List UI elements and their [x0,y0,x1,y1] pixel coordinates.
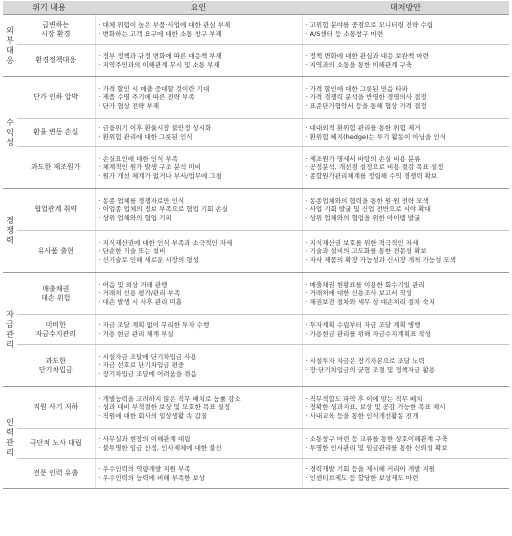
table-row [3,387,509,429]
cause-line: · 제품 수명 주기에 따른 전략 부족 [99,93,300,102]
cause-line: · 동종 업체를 경쟁자로만 인식 [99,197,300,206]
crisis-item-label: 유사품 출현 [37,247,74,255]
cause-cell [95,119,302,147]
cause-cell [95,429,302,459]
plan-line: · 가격 경쟁력 분석을 반영한 경영의사 결정 [306,93,508,102]
cause-cell [95,147,302,189]
header-crisis: 위기 내용 [3,1,95,15]
plan-line: · 인센티브제도 등 합당한 보상제도 마련 [306,474,508,483]
plan-line: · 소통창구 마련 등 교류를 통한 상호이해관계 구축 [306,435,508,444]
plan-cell [302,429,509,459]
cause-line: · 가격 할인 시 매출 증대할 것이란 기대 [99,85,300,94]
crisis-item-label: 과도한 제조원가 [30,163,81,171]
table-row [3,45,509,77]
cause-line: · 장기차입금 조달에 어려움을 겪음 [99,370,300,379]
plan-line: · 장·단기차입금의 균형 조절 및 정책자금 활용 [306,366,508,375]
crisis-item-cell [17,459,95,489]
cause-line: · 금융위기 이후 환율시장 불안정 상시화 [99,124,300,133]
cause-line: · 지식재산권에 대한 인식 부족과 소극적인 자세 [99,239,300,248]
plan-line: · 거래처에 대한 신용조사 보고서 작성 [306,289,508,298]
crisis-item-label: 환율 변동 손실 [33,128,79,136]
cause-line: · 대손 발생 시 사후 관리 미흡 [99,298,300,307]
plan-line: · 투자계획 수립부터 자금 조달 계획 병행 [306,321,508,330]
table-row [3,77,509,119]
plan-cell [302,231,509,273]
cause-line: · 어음 및 외상 거래 관행 [99,281,300,290]
table-row [3,147,509,189]
plan-line: · 종합원가관리체계를 정립해 수익 경쟁력 확보 [306,172,508,181]
plan-line: · 기술과 설비의 고도화를 통한 전문성 확보 [306,247,508,256]
plan-line: · 상위 업체와의 협업을 위한 아이템 발굴 [306,214,508,223]
category-label: 외부대응 [6,25,14,65]
plan-cell [302,15,509,45]
cause-cell [95,273,302,315]
crisis-item-label: 전문 인력 유출 [33,469,79,477]
cause-line: · 자금 조달 계획 없이 무리한 투자 수행 [99,321,300,330]
cause-line: · 개별능력을 고려하지 않은 직무 배치로 능률 감소 [99,395,300,404]
category-label: 인력관리 [6,417,14,457]
plan-line: · 표준단가협약서 등을 통해 협상 가격 결정 [306,102,508,111]
cause-line: · 상위 업체와의 협업 기피 [99,214,300,223]
table-row [3,189,509,231]
cause-line: · 사무실과 현장의 이해관계 대립 [99,435,300,444]
plan-line: · 채권보전 절차와 세무 상 대손처리 절차 숙지 [306,298,508,307]
crisis-item-label: 환경정책대응 [35,56,77,64]
plan-cell [302,77,509,119]
cause-line: · 거래처 신용 평가/관리 부족 [99,289,300,298]
cause-line: · 성과 대비 부적절한 보상 및 모호한 목표 설정 [99,403,300,412]
cause-cell [95,231,302,273]
plan-line: · 지역과의 소통을 통한 이해관계 구축 [306,61,508,70]
crisis-item-cell [17,429,95,459]
cause-line: · 단가 협상 전략 부재 [99,102,300,111]
table-row [3,231,509,273]
crisis-item-cell [17,273,95,315]
plan-cell [302,345,509,387]
plan-line: · 동종업체와의 협력을 통한 원·원 전략 모색 [306,197,508,206]
cause-line: · 체계적인 원가 발생 구조 분석 미비 [99,163,300,172]
crisis-item-label: 단가 인하 압박 [33,93,79,101]
plan-line: · 고위험 분야를 중점으로 모니터링 전략 수립 [306,21,508,30]
category-cell [3,387,17,489]
cause-cell [95,15,302,45]
category-label: 수익성 [6,117,14,147]
plan-line: · 자사 제품의 확장 가능성과 신시장 개척 가능성 모색 [306,256,508,265]
crisis-item-label: 미비한 [45,320,66,329]
cause-line: · 불투명한 임금 산정, 인사제체에 대한 불신 [99,444,300,453]
cause-line: · 신기술로 인해 새로운 시장의 형성 [99,256,300,265]
crisis-item-label: 매출채권 [42,284,70,293]
plan-line: · A/S센터 등 소통창구 마련 [306,30,508,39]
plan-cell [302,387,509,429]
plan-cell [302,459,509,489]
cause-cell [95,315,302,345]
table-row [3,429,509,459]
cause-line: · 원가 개선 체계가 없거나 부서/업무에 그침 [99,172,300,181]
header-cause: 요인 [95,1,302,15]
cause-cell [95,189,302,231]
cause-cell [95,45,302,77]
plan-line: · 환위험 헤지(hedge)는 투기 활동이 아님을 인식 [306,133,508,142]
crisis-item-label: 협업관계 취약 [34,205,78,213]
plan-line: · 대내외적 환위험 관리를 통한 위험 제거 [306,124,508,133]
table-row [3,119,509,147]
table-row [3,273,509,315]
category-cell [3,273,17,387]
table-row [3,315,509,345]
crisis-item-cell [17,77,95,119]
plan-cell [302,189,509,231]
crisis-item-label: 시장 환경 [41,29,71,38]
plan-line: · 가격 할인에 대한 그릇된 믿음 타파 [306,85,508,94]
plan-line: · 매출채권 현황표를 이용한 회수기일 관리 [306,281,508,290]
crisis-item-cell [17,387,95,429]
cause-line: · 지역주민과의 이해관계 무시 및 소통 부재 [99,61,300,70]
cause-cell [95,459,302,489]
plan-line: · 지식재산권 보호를 위한 적극적인 자세 [306,239,508,248]
crisis-item-label: 급변하는 [42,20,70,29]
crisis-item-label: 대손 위험 [41,293,71,302]
crisis-item-cell [17,315,95,345]
table-body [3,15,509,489]
cause-line: · 직원에 대한 회사의 일상생활 속 갑질 [99,412,300,421]
plan-line: · 정책 변화에 대한 관심과 대응 보완책 마련 [306,52,508,61]
plan-line: · 공정분석, 개선점 설정으로 비용 절감 목표 설정 [306,163,508,172]
plan-cell [302,45,509,77]
category-label: 경쟁력 [6,215,14,245]
cause-cell [95,77,302,119]
crisis-item-cell [17,345,95,387]
category-cell [3,77,17,189]
plan-line: · 투명한 인사관리 및 임금관리를 통한 신뢰성 확보 [306,444,508,453]
plan-line: · 사업 기회 발굴 및 신업 전반으로 시야 확대 [306,205,508,214]
crisis-item-cell [17,119,95,147]
cause-line: · 대체 위험이 높은 부품·사업에 대한 관심 부재 [99,21,300,30]
cause-line: · 시설자금 조달에 단기차입금 사용 [99,353,300,362]
crisis-item-label: 직원 사기 저하 [33,403,79,411]
crisis-item-cell [17,15,95,45]
plan-line: · 시설투자 자금은 장기자본으로 조달 노력 [306,357,508,366]
risk-response-table [3,1,509,489]
crisis-item-cell [17,231,95,273]
cause-line: · 이업종 업체의 정보 부족으로 협업 기회 손실 [99,205,300,214]
plan-cell [302,119,509,147]
crisis-item-label: 자금수지관리 [35,329,77,338]
plan-line: · 직무적합도 파악 후 이에 맞는 직무 배치 [306,395,508,404]
crisis-item-label: 단기차입금 [38,365,73,374]
crisis-item-cell [17,45,95,77]
crisis-item-cell [17,147,95,189]
plan-line: · 가용현금 관리를 위해 자금수지계획표 작성 [306,330,508,339]
crisis-item-label: 과도한 [45,356,66,365]
crisis-item-cell [17,189,95,231]
category-cell [3,15,17,77]
category-cell [3,189,17,273]
plan-cell [302,315,509,345]
header-plan: 대처방안 [302,1,509,15]
plan-cell [302,147,509,189]
plan-line: · 경력개발 기회 등을 제시해 커리어 개발 지원 [306,465,508,474]
cause-line: · 손실요인에 대한 인식 부족 [99,155,300,164]
category-label: 자금관리 [6,309,14,349]
cause-line: · 정부 정책과 규정 변화에 따른 대응책 부재 [99,52,300,61]
plan-cell [302,273,509,315]
table-header-row [3,1,509,15]
plan-line: · 사내교육 등을 통한 인식개선활동 전개 [306,412,508,421]
cause-cell [95,387,302,429]
plan-line: · 정확한 성과지표, 보상 및 공감 가능한 목표 제시 [306,403,508,412]
table-row [3,345,509,387]
cause-line: · 우수인력의 역량개발 지원 부족 [99,465,300,474]
table-row [3,459,509,489]
cause-line: · 환위험 관리에 대한 그릇된 인식 [99,133,300,142]
cause-line: · 단순한 기술 또는 설비 [99,247,300,256]
cause-line: · 자금 선호로 단기차입금 편중 [99,361,300,370]
plan-line: · 제조원가 명세서 바탕의 손실 비용 분류 [306,155,508,164]
crisis-item-label: 극단적 노사 대립 [29,439,82,447]
cause-cell [95,345,302,387]
cause-line: · 변화하는 고객 요구에 대한 소통 창구 부재 [99,30,300,39]
cause-line: · 우수인력의 능력에 비해 부족한 보상 [99,474,300,483]
table-row [3,15,509,45]
cause-line: · 가용 현금 관리 체계 부실 [99,330,300,339]
